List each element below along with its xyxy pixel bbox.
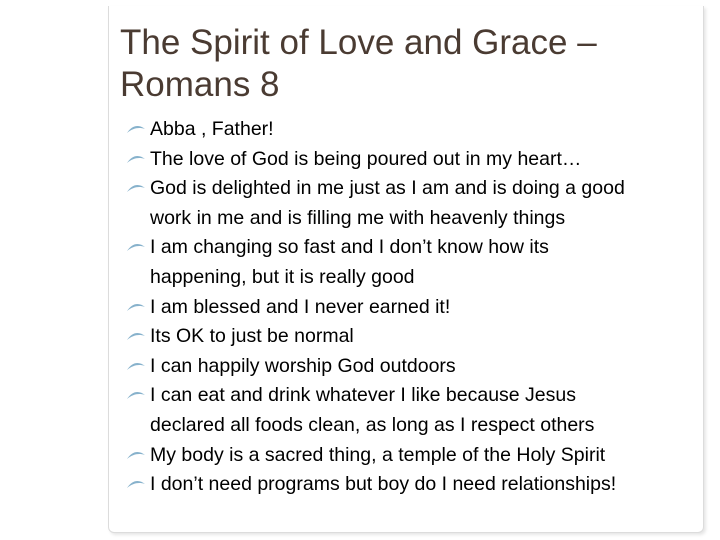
swoosh-bullet-icon <box>126 331 146 343</box>
bullet-text: I can eat and drink whatever I like because Jesus <box>150 384 576 407</box>
bullet-text: I don’t need programs but boy do I need relationships! <box>150 473 617 496</box>
swoosh-bullet-icon <box>126 390 146 402</box>
bullet-text: I am blessed and I never earned it! <box>150 295 451 318</box>
bullet-text-continued: declared all foods clean, as long as I respect others <box>150 413 595 436</box>
swoosh-bullet-icon <box>126 242 146 254</box>
bullet-item <box>124 115 694 145</box>
bullet-text: Its OK to just be normal <box>150 325 354 348</box>
bullet-item <box>124 145 694 175</box>
bullet-text-continued: happening, but it is really good <box>150 265 415 288</box>
bullet-list <box>124 115 694 500</box>
bullet-item <box>124 352 694 382</box>
swoosh-bullet-icon <box>126 479 146 491</box>
bullet-item <box>124 441 694 471</box>
swoosh-bullet-icon <box>126 302 146 314</box>
swoosh-bullet-icon <box>126 154 146 166</box>
bullet-item <box>124 174 694 233</box>
swoosh-bullet-icon <box>126 124 146 136</box>
bullet-item <box>124 233 694 292</box>
title-line: The Spirit of Love and Grace – <box>120 23 597 62</box>
bullet-item <box>124 470 694 500</box>
swoosh-bullet-icon <box>126 361 146 373</box>
bullet-text: I can happily worship God outdoors <box>150 354 456 377</box>
bullet-text: Abba , Father! <box>150 118 274 140</box>
bullet-text: I am changing so fast and I don’t know how its <box>150 236 549 259</box>
bullet-item <box>124 381 694 440</box>
bullet-item <box>124 322 694 352</box>
swoosh-bullet-icon <box>126 183 146 195</box>
bullet-text-continued: work in me and is filling me with heavenly things <box>150 206 566 229</box>
bullet-text: The love of God is being poured out in my heart… <box>150 147 582 170</box>
bullet-item <box>124 293 694 323</box>
swoosh-bullet-icon <box>126 450 146 462</box>
bullet-text: God is delighted in me just as I am and is doing a good <box>150 177 625 200</box>
bullet-text: My body is a sacred thing, a temple of the Holy Spirit <box>150 443 606 466</box>
slide-title <box>120 22 690 106</box>
title-line: Romans 8 <box>120 65 280 104</box>
